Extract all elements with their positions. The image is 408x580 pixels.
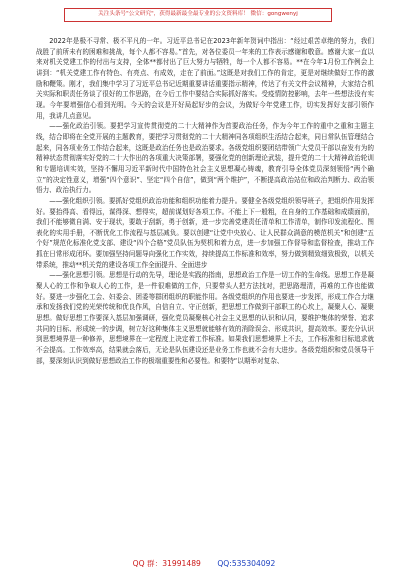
header-banner (64, 8, 332, 22)
paragraph-ideological: ——强化思想引领。思想是行动的先导，理论是实践的指南，思想政治工作是一切工作的生命线。思想工作是凝聚人心的工作和争取人心的工作，是一件很难做的工作，只要带头人把方法找对，把思路理清，再难的工作也能做好。要进一步强化工会、妇委会、团委等群团组织的职能作用。各级党组织的作用也要进一步发挥，形成工作合力继承和发扬我们党的光荣传统和优良作风，自信自立、守正创新，把思想工作做到干部职工的心坎上，凝聚人心、凝聚思想。做好思想工作要深入基层加强调研，强化党员凝聚核心社会主义思想的认识和认同，要维护集体的荣誉、追求共同的目标、形成统一的步调，树立好这种集体主义思想就能够有效的消除误会、形成共识，提高效率。要充分认识到思想境界是一种修养，思想境界在一定程度上决定着工作标准。如果我们思想境界上不去，工作标准和目标追求就不会提高。工作效率高，结果就会落后，无论是队伍建设还是业务工作也就不会有大进步。各级党组织和党员领导干部，要深刻认识到做好思想政治工作的极端重要性和必要性。和要特“以期举对复杂、 (36, 271, 374, 365)
footer-qq-number: QQ:535304092 (217, 559, 276, 568)
paragraph-political: ——强化政治引领。要把学习宣传贯彻党的二十大精神作为首要政治任务，作为今年工作的重中之重和主题主线，结合即将在全党开展的主题教育，要把学习贯彻党的二十大精神同各项组织生活结合起来，同日常队伍管理结合起来，同各项业务工作结合起来，这既是政治任务也是政治要求。各级党组织要团结带领广大党员干部以奋发有为的精神状态贯彻落实好党的二十大作出的各项重大决策部署，要强化党的创新理论武装，提升党的二十大精神政治轮训和专题培训实效，坚持不懈用习近平新时代中国特色社会主义思想凝心铸魂，教育引导全体党员深刻领悟“两个确立”的决定性意义，增强“四个意识”、坚定“四个自信”，做到“两个维护”，不断提高政治站位和政治判断力、政治领悟力、政治执行力。 (36, 122, 374, 195)
header-banner-text: 关注头条号"公文研究"，获得最新最全最专业的公文资料库！ 微信：gongwenyj (98, 11, 298, 18)
paragraph-organizational: ——强化组织引领。要抓好党组织政治功能和组织功能着力提升。要健全各级党组织领导班子，把组织作用发挥好。要抬得高、看得远，谋得深、想得实，超前谋划好各项工作。不能上下一般粗，在自身的工作基础和成绩面前，我们不能够微自满、安于现状，要敢于刮新，勇于创新，进一步完善党建责任清单和工作清单，制作印发流程化、图表化的实用手册，不断优化工作流程与基层减负。要以创建“让党中央放心、让人民群众满意的模范机关”和创建“五个好”规范化标准化党支部、建设“四个合格”党员队伍为契机和着力点，进一步加强工作督导和监督检查，推动工作抓在日常形成闭环。要加强坚持问题导向强化工作实效，持续提高工作标准和效率，努力做到精致细致极致，以机关带系统，推动**机关党的建设各项工作全面提升、全面进步 (36, 196, 374, 269)
article-body (36, 36, 374, 366)
paragraph-intro: 2022年是极不寻常、极不平凡的一年。习近平总书记在2023年新年贺词中指出：“经过艰苦卓绝的努力，我们战胜了前所未有的困难和挑战，每个人都不容易。”首先，对各位委员一年来的工作表示感谢和敬意。感谢大家一直以来对机关党建工作的付出与支持，全体**都付出了巨大努力与牺牲，每一个人都不容易。**在今年1月份工作例会上讲到：“机关党建工作有特色、有亮点、有成效，走在了前面。”这既是对我们工作的肯定，更是对继续做好工作的激励和鞭策。刚才，我们集中学习了习近平总书记近期重要讲话重要指示精神，传达了有关文件会议精神，大家结合机关实际和职责任务谈了很好的工作思路，在今后工作中要结合实际抓好落实。受疫情防控影响，去年一些想法没有实现。今年要增强信心看到光明。今天的会议是开好局起好步的会议，为做好今年党建工作，切实发挥好支部引领作用，我讲几点意见。 (36, 37, 374, 120)
page-footer (0, 558, 408, 570)
footer-qq-group: QQ 群：31991489 (132, 559, 201, 568)
